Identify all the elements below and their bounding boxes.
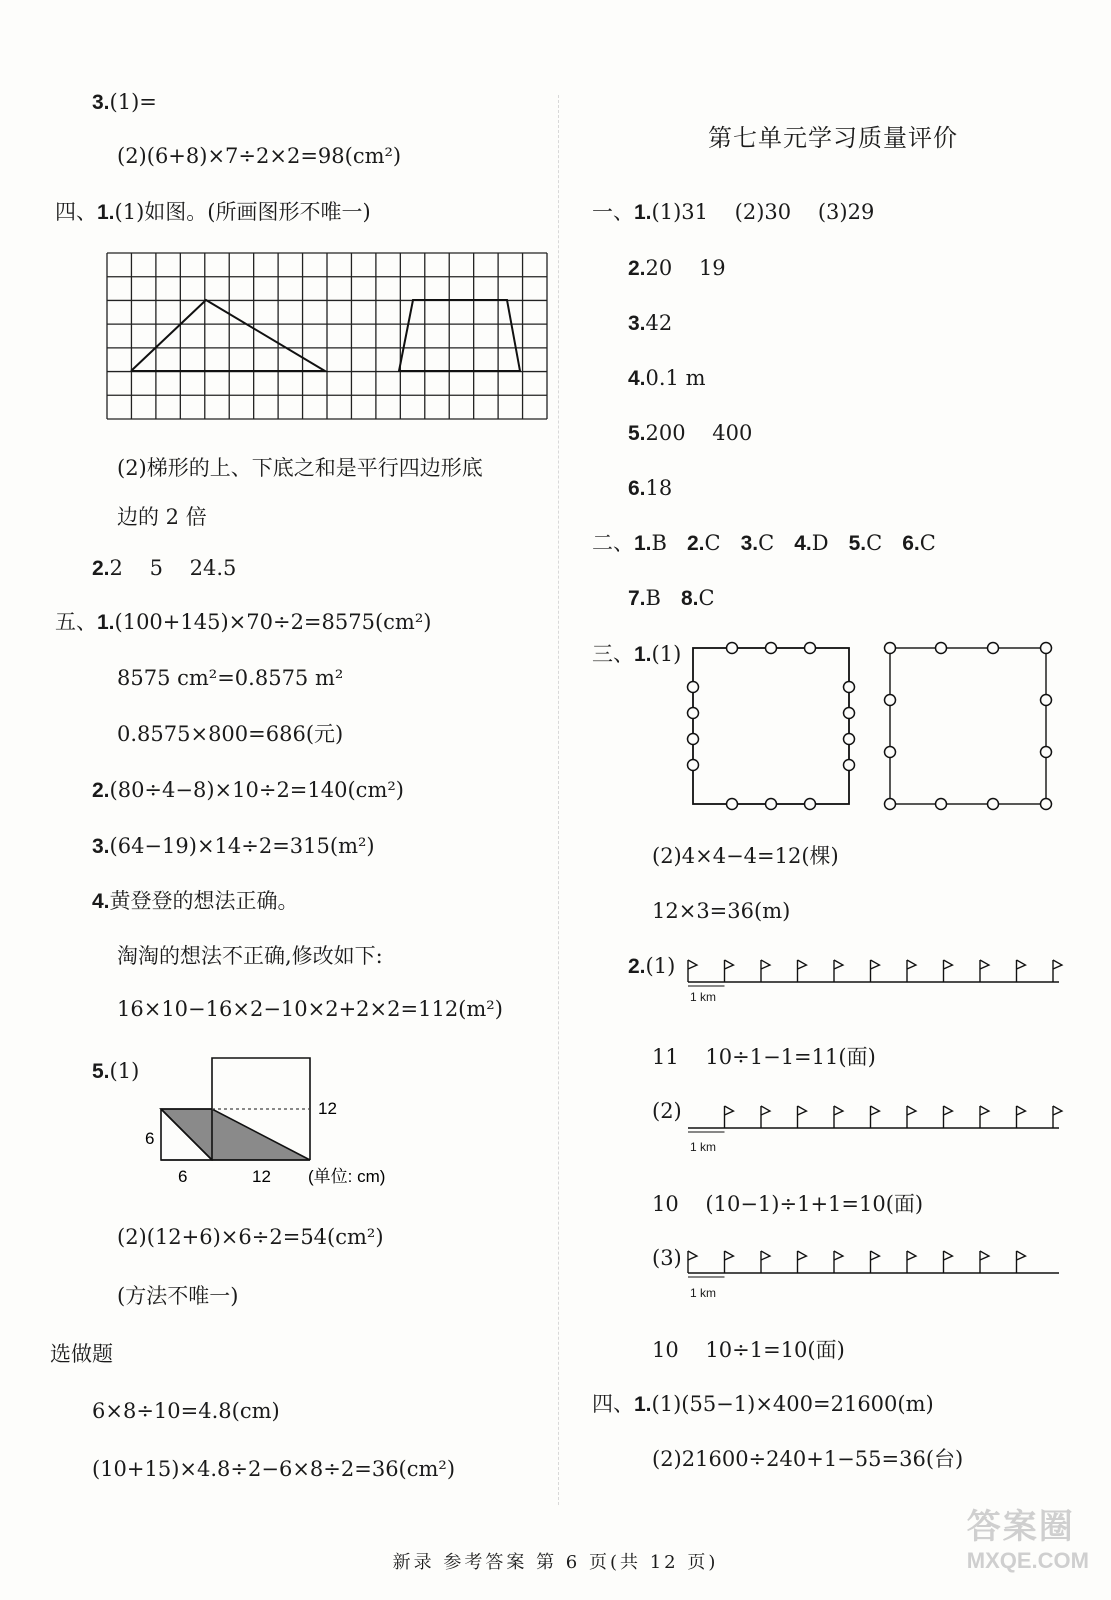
flag-line-2 xyxy=(680,1098,1065,1158)
flag-icon xyxy=(871,1106,880,1128)
answer-line: (2) xyxy=(652,1099,682,1123)
scale-label: 1 km xyxy=(690,1286,717,1300)
answer-line: 5.(1) xyxy=(92,1059,140,1083)
section-line: 三、1.(1) xyxy=(592,642,682,666)
section-line: 五、1.(100+145)×70÷2=8575(cm²) xyxy=(55,610,432,634)
answer-line: 12×3=36(m) xyxy=(652,899,791,923)
answer-line: 0.8575×800=686(元) xyxy=(117,722,344,746)
answer-line: 10 (10−1)÷1+1=10(面) xyxy=(652,1192,924,1216)
answer-line: (3) xyxy=(652,1246,682,1270)
flag-icon xyxy=(1017,960,1026,982)
answer-line: 7.B 8.C xyxy=(628,586,715,610)
flag-icon xyxy=(871,1251,880,1273)
answer-line: 淘淘的想法不正确,修改如下: xyxy=(117,944,383,968)
answer-line: 6.18 xyxy=(628,476,673,500)
flag-icon xyxy=(761,960,770,982)
flag-icon xyxy=(798,960,807,982)
section-line: 一、1.(1)31 (2)30 (3)29 xyxy=(592,200,875,224)
answer-line: 10 10÷1=10(面) xyxy=(652,1338,845,1362)
flag-icon xyxy=(907,1106,916,1128)
page-footer: 新录 参考答案 第 6 页(共 12 页) xyxy=(392,1552,719,1573)
flag-icon xyxy=(798,1106,807,1128)
scale-label: 1 km xyxy=(690,990,717,1004)
answer-line: (10+15)×4.8÷2−6×8÷2=36(cm²) xyxy=(92,1457,456,1481)
section-line: 四、1.(1)(55−1)×400=21600(m) xyxy=(592,1392,934,1416)
flag-icon xyxy=(907,960,916,982)
flag-icon xyxy=(944,1106,953,1128)
answer-line: 5.200 400 xyxy=(628,421,753,445)
flag-icon xyxy=(980,1251,989,1273)
answer-line: (方法不唯一) xyxy=(117,1284,239,1308)
grid-figure xyxy=(107,253,547,419)
trapezoid-figure xyxy=(140,1050,440,1190)
flag-icon xyxy=(834,1106,843,1128)
answer-line: 8575 cm²=0.8575 m² xyxy=(117,666,344,690)
flag-icon xyxy=(834,1251,843,1273)
section-line: 选做题 xyxy=(50,1342,113,1366)
flag-icon xyxy=(725,1106,734,1128)
flag-icon xyxy=(761,1251,770,1273)
answer-line: 4.0.1 m xyxy=(628,366,706,390)
label-r: 12 xyxy=(318,1099,337,1118)
flag-icon xyxy=(798,1251,807,1273)
answer-line: 2.2 5 24.5 xyxy=(92,556,237,580)
answer-line: 3.42 xyxy=(628,311,673,335)
answer-line: (2)21600÷240+1−55=36(台) xyxy=(652,1447,964,1471)
answer-line: 2.20 19 xyxy=(628,256,726,280)
flag-icon xyxy=(944,1251,953,1273)
answer-line: 3.(1)= xyxy=(92,90,157,114)
flag-icon xyxy=(907,1251,916,1273)
section-line: 二、1.B 2.C 3.C 4.D 5.C 6.C xyxy=(592,531,936,555)
column-divider xyxy=(558,95,559,1505)
answer-line: 4.黄登登的想法正确。 xyxy=(92,889,299,913)
flag-icon xyxy=(761,1106,770,1128)
label-unit: (单位: cm) xyxy=(308,1167,386,1186)
answer-line: 2.(1) xyxy=(628,954,676,978)
answer-line: 6×8÷10=4.8(cm) xyxy=(92,1399,280,1423)
label-b1: 6 xyxy=(178,1167,188,1186)
answer-line: 边的 2 倍 xyxy=(117,505,207,529)
section-line: 四、1.(1)如图。(所画图形不唯一) xyxy=(55,200,371,224)
flag-icon xyxy=(980,1106,989,1128)
scale-label: 1 km xyxy=(690,1140,717,1154)
answer-line: (2)4×4−4=12(棵) xyxy=(652,844,839,868)
answer-line: 2.(80÷4−8)×10÷2=140(cm²) xyxy=(92,778,404,802)
answer-line: (2)(12+6)×6÷2=54(cm²) xyxy=(117,1225,384,1249)
answer-line: 16×10−16×2−10×2+2×2=112(m²) xyxy=(117,997,503,1021)
flag-icon xyxy=(688,960,697,982)
answer-line: 3.(64−19)×14÷2=315(m²) xyxy=(92,834,375,858)
flag-icon xyxy=(1053,960,1062,982)
answer-line: (2)梯形的上、下底之和是平行四边形底 xyxy=(117,456,483,480)
flag-icon xyxy=(980,960,989,982)
flag-icon xyxy=(725,960,734,982)
flag-icon xyxy=(688,1251,697,1273)
answer-line: 11 10÷1−1=11(面) xyxy=(652,1045,876,1069)
label-h: 6 xyxy=(145,1129,155,1148)
label-b2: 12 xyxy=(252,1167,271,1186)
flag-icon xyxy=(834,960,843,982)
flag-icon xyxy=(944,960,953,982)
tree-square-figure xyxy=(680,640,1070,820)
flag-icon xyxy=(725,1251,734,1273)
answer-line: (2)(6+8)×7÷2×2=98(cm²) xyxy=(117,144,402,168)
unit-title: 第七单元学习质量评价 xyxy=(708,124,958,152)
flag-line-3 xyxy=(680,1243,1065,1303)
flag-icon xyxy=(1017,1106,1026,1128)
flag-icon xyxy=(1017,1251,1026,1273)
flag-line-1 xyxy=(680,952,1065,1012)
watermark-logo: 答案圈 MXQE.COM xyxy=(966,1508,1089,1573)
flag-icon xyxy=(1053,1106,1062,1128)
flag-icon xyxy=(871,960,880,982)
